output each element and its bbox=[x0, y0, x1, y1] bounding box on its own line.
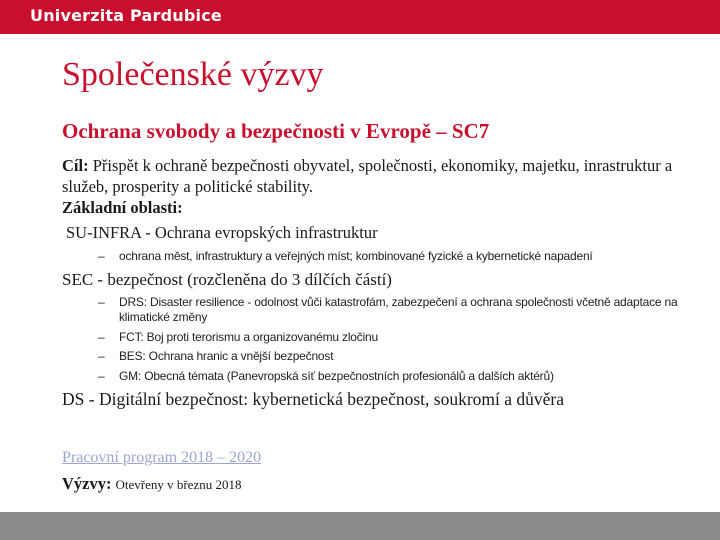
basic-areas-label: Základní oblasti: bbox=[62, 198, 183, 217]
goal-text: Přispět k ochraně bezpečnosti obyvatel, společnosti, ekonomiky, majetku, inrastruktur a služeb, prosperity a politické stability. bbox=[62, 156, 673, 196]
list-item: – DRS: Disaster resilience - odolnost vůči katastrofám, zabezpečení a ochrana společnosti včetně adaptace na klimatické změny bbox=[98, 294, 678, 324]
area-sec: SEC - bezpečnost (rozčleněna do 3 dílčích částí) bbox=[62, 269, 392, 289]
area-ds: DS - Digitální bezpečnost: kybernetická bezpečnost, soukromí a důvěra bbox=[62, 389, 564, 409]
slide-content bbox=[62, 155, 702, 410]
footer-bar bbox=[0, 512, 720, 540]
list-item: – GM: Obecná témata (Panevropská síť bezpečnostních profesionálů a dalších aktérů) bbox=[98, 368, 554, 383]
challenges-value: Otevřeny v březnu 2018 bbox=[115, 477, 242, 492]
work-program-link[interactable]: Pracovní program 2018 – 2020 bbox=[62, 449, 262, 466]
list-item: – BES: Ochrana hranic a vnější bezpečnost bbox=[98, 349, 334, 363]
goal-paragraph bbox=[62, 155, 702, 197]
header-bar bbox=[0, 0, 720, 34]
challenges-label: Výzvy: bbox=[62, 474, 112, 493]
sec-list bbox=[62, 295, 702, 385]
area-su-infra: SU-INFRA - Ochrana evropských infrastruktur bbox=[66, 223, 378, 242]
page-title: Společenské výzvy bbox=[62, 56, 324, 93]
goal-label: Cíl: bbox=[62, 156, 89, 175]
challenges-line bbox=[62, 474, 241, 494]
university-logo: Univerzita Pardubice bbox=[30, 6, 222, 25]
list-item: – FCT: Boj proti terorismu a organizovanému zločinu bbox=[98, 329, 378, 344]
page-subtitle: Ochrana svobody a bezpečnosti v Evropě – SC7 bbox=[62, 119, 490, 143]
su-infra-list bbox=[62, 249, 702, 265]
list-item: – ochrana měst, infrastruktury a veřejných míst; kombinované fyzické a kybernetické napadení bbox=[98, 249, 593, 263]
